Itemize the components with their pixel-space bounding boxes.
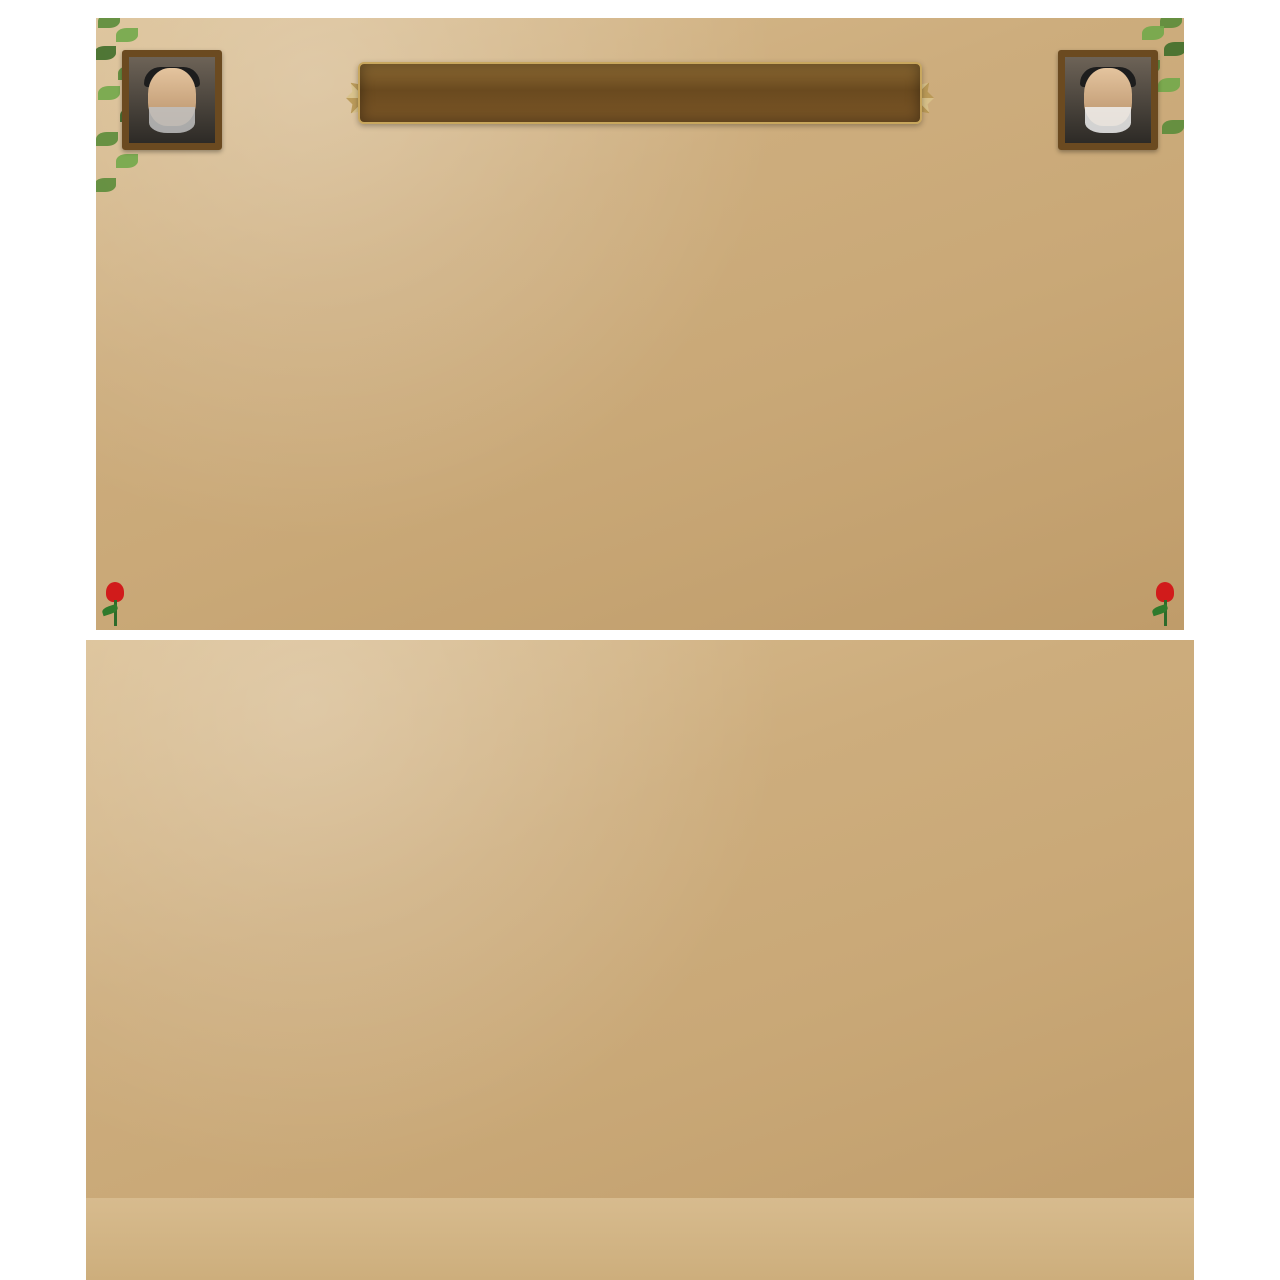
bottom-poster <box>86 640 1194 1280</box>
poster-header <box>96 26 1184 144</box>
khamenei-portrait <box>122 50 222 150</box>
top-poster <box>96 18 1184 630</box>
bottom-strip-background <box>86 1198 1194 1280</box>
red-tulip-left <box>102 582 128 626</box>
khomeini-portrait <box>1058 50 1158 150</box>
title-ribbon <box>358 62 922 124</box>
red-tulip-right <box>1152 582 1178 626</box>
